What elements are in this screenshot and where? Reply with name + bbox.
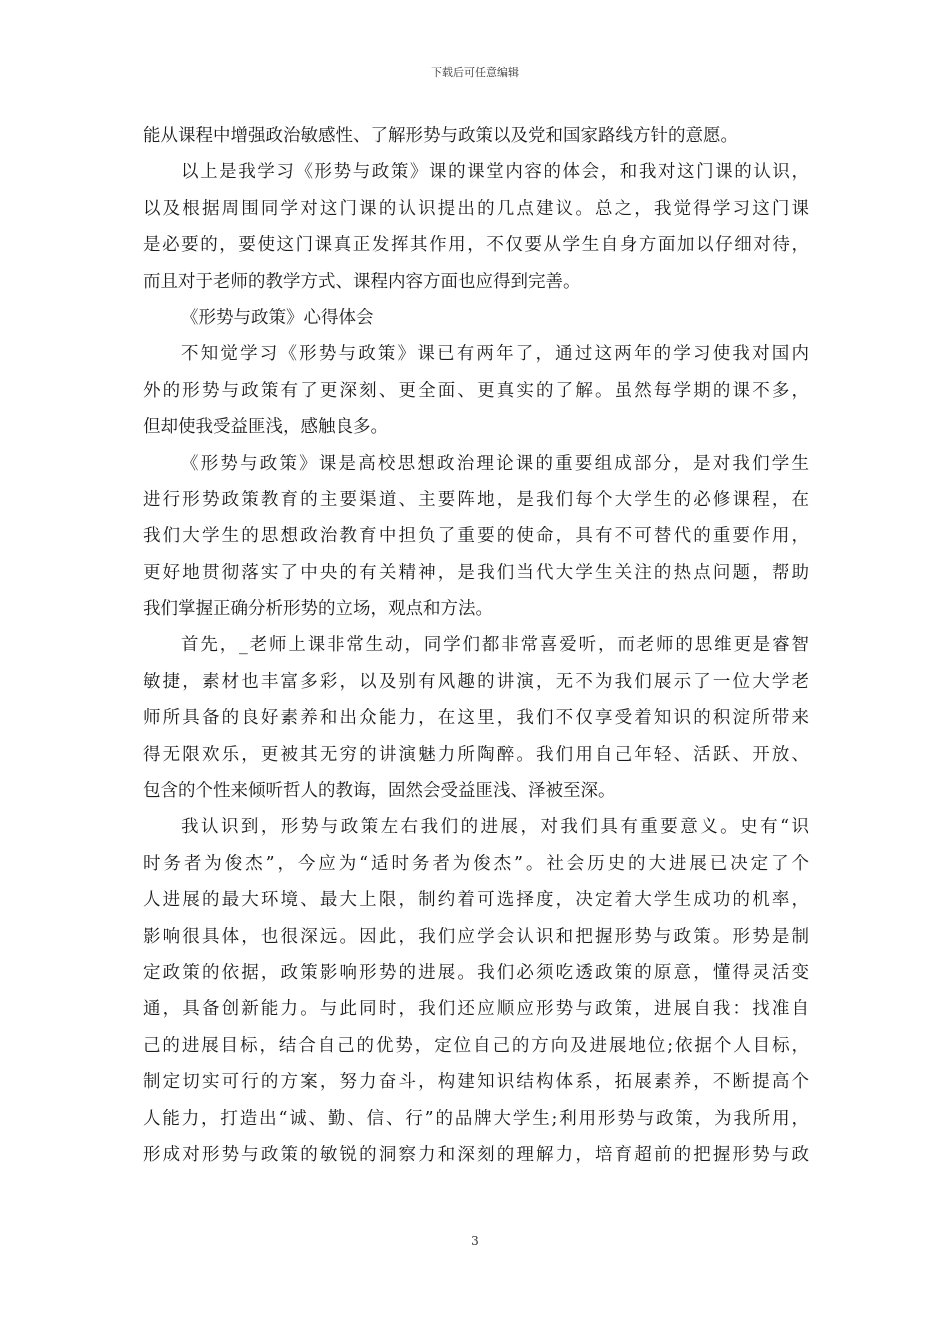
text-line: 而且对于老师的教学方式、课程内容方面也应得到完善。 bbox=[143, 271, 581, 292]
text-line: 师所具备的良好素养和出众能力，在这里，我们不仅享受着知识的积淀所带来 bbox=[143, 708, 809, 729]
text-line: 但却使我受益匪浅，感触良多。 bbox=[143, 417, 388, 438]
text-line: 人能力，打造出“诚、勤、信、行”的品牌大学生;利用形势与政策，为我所用， bbox=[143, 1108, 809, 1129]
text-line: 首先，_老师上课非常生动，同学们都非常喜爱听，而老师的思维更是睿智 bbox=[181, 635, 809, 656]
text-line: 时务者为俊杰”，今应为“适时务者为俊杰”。社会历史的大进展已决定了个 bbox=[143, 853, 809, 874]
text-line: 定政策的依据，政策影响形势的进展。我们必须吃透政策的原意，懂得灵活变 bbox=[143, 962, 809, 983]
text-line: 己的进展目标，结合自己的优势，定位自己的方向及进展地位;依据个人目标， bbox=[143, 1035, 809, 1056]
text-line: 我认识到，形势与政策左右我们的进展，对我们具有重要意义。史有“识 bbox=[181, 817, 809, 838]
text-line: 以上是我学习《形势与政策》课的课堂内容的体会，和我对这门课的认识， bbox=[181, 162, 809, 183]
text-line: 形成对形势与政策的敏锐的洞察力和深刻的理解力，培育超前的把握形势与政 bbox=[143, 1144, 809, 1165]
text-line: 得无限欢乐，更被其无穷的讲演魅力所陶醉。我们用自己年轻、活跃、开放、 bbox=[143, 744, 809, 765]
text-line: 通，具备创新能力。与此同时，我们还应顺应形势与政策，进展自我：找准自 bbox=[143, 999, 809, 1020]
text-line: 敏捷，素材也丰富多彩，以及别有风趣的讲演，无不为我们展示了一位大学老 bbox=[143, 671, 809, 692]
text-line: 以及根据周围同学对这门课的认识提出的几点建议。总之，我觉得学习这门课 bbox=[143, 198, 809, 219]
text-line: 外的形势与政策有了更深刻、更全面、更真实的了解。虽然每学期的课不多， bbox=[143, 380, 809, 401]
text-line: 不知觉学习《形势与政策》课已有两年了，通过这两年的学习使我对国内 bbox=[181, 344, 809, 365]
text-line: 能从课程中增强政治敏感性、了解形势与政策以及党和国家路线方针的意愿。 bbox=[143, 126, 738, 146]
text-line: 包含的个性来倾听哲人的教诲，固然会受益匪浅、泽被至深。 bbox=[143, 781, 616, 802]
text-line: 我们掌握正确分析形势的立场，观点和方法。 bbox=[143, 599, 493, 620]
text-line: 我们大学生的思想政治教育中担负了重要的使命，具有不可替代的重要作用， bbox=[143, 526, 809, 547]
section-title: 《形势与政策》心得体会 bbox=[181, 307, 374, 328]
text-line: 人进展的最大环境、最大上限，制约着可选择度，决定着大学生成功的机率， bbox=[143, 890, 809, 911]
text-line: 进行形势政策教育的主要渠道、主要阵地，是我们每个大学生的必修课程，在 bbox=[143, 489, 809, 510]
page-header: 下载后可任意编辑 bbox=[431, 66, 519, 79]
text-line: 更好地贯彻落实了中央的有关精神，是我们当代大学生关注的热点问题，帮助 bbox=[143, 562, 809, 583]
document-body bbox=[143, 118, 809, 1173]
text-line: 《形势与政策》课是高校思想政治理论课的重要组成部分，是对我们学生 bbox=[181, 453, 809, 474]
text-line: 影响很具体，也很深远。因此，我们应学会认识和把握形势与政策。形势是制 bbox=[143, 926, 809, 947]
text-line: 是必要的，要使这门课真正发挥其作用，不仅要从学生自身方面加以仔细对待， bbox=[143, 235, 809, 256]
page-number: 3 bbox=[471, 1234, 479, 1248]
text-line: 制定切实可行的方案，努力奋斗，构建知识结构体系，拓展素养，不断提高个 bbox=[143, 1072, 809, 1093]
